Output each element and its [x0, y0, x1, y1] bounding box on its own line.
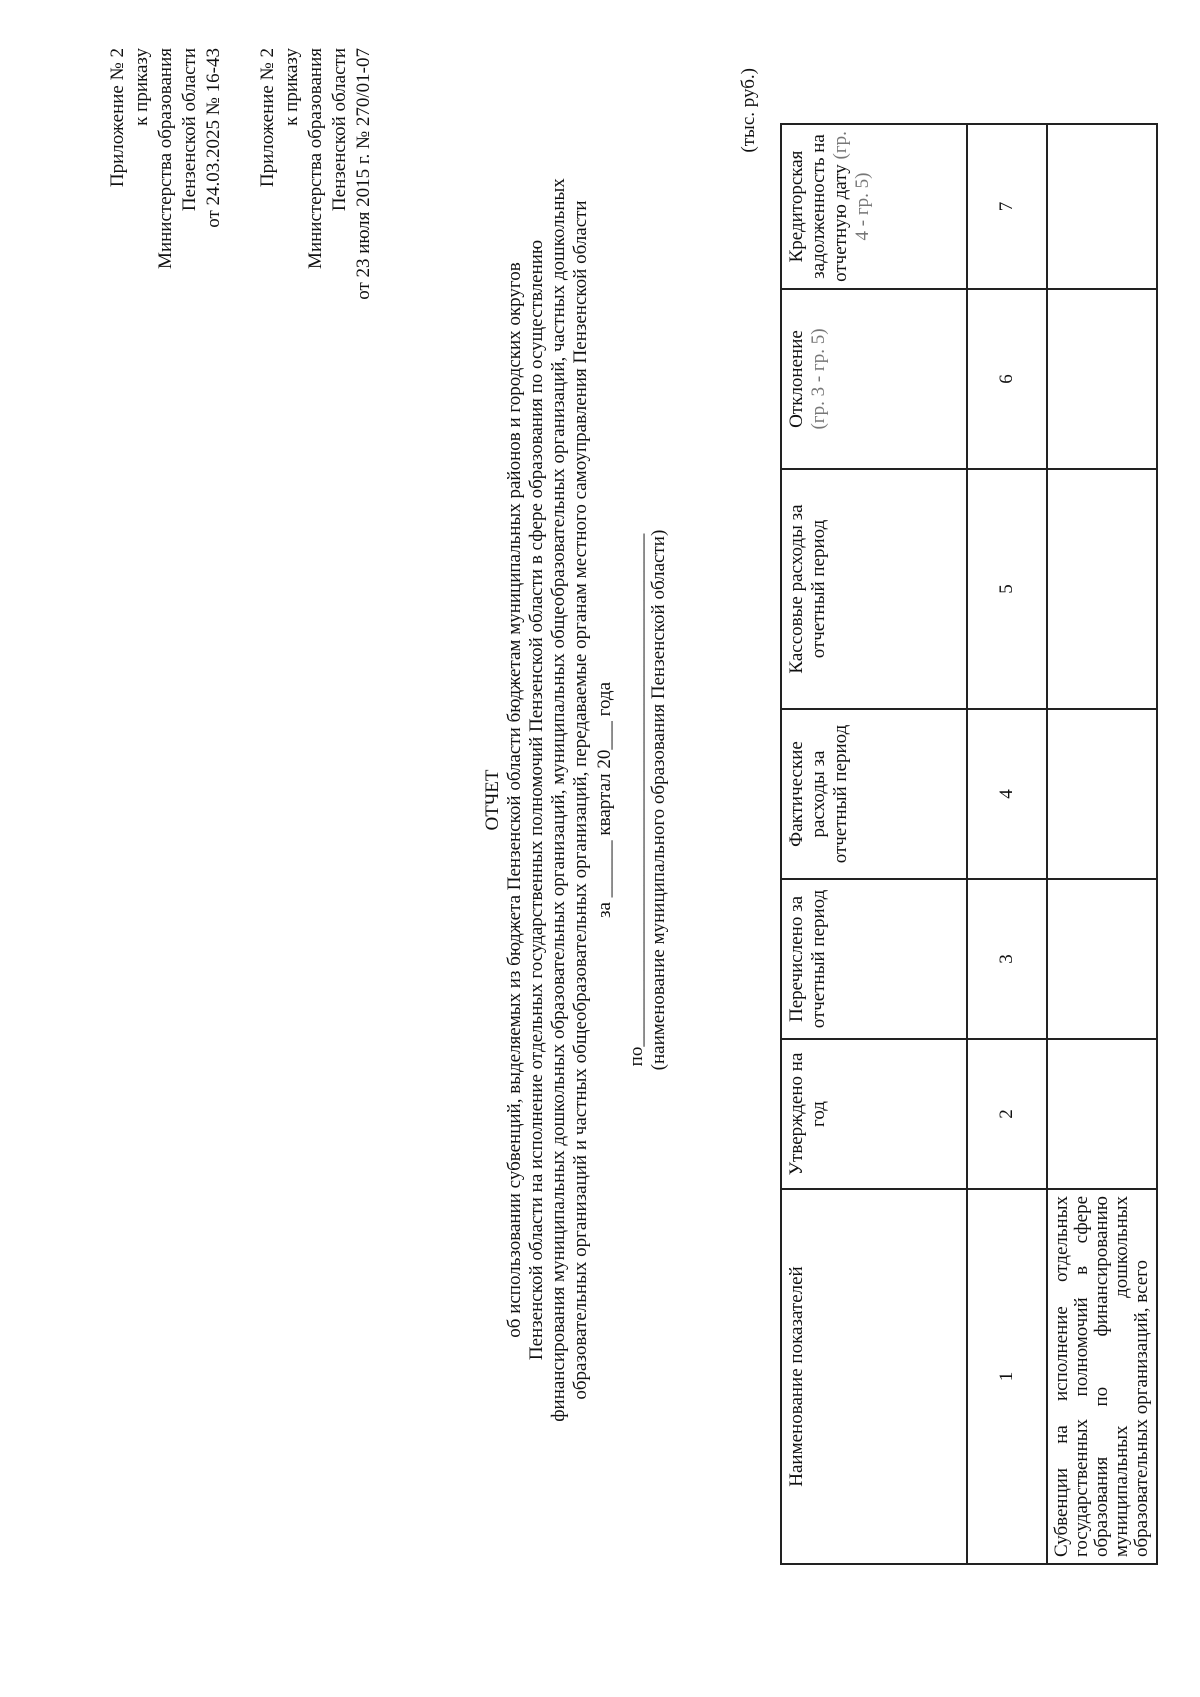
table-header-cell: Кассовые расходы за отчетный период — [781, 469, 967, 709]
report-title-line: об использовании субвенций, выделяемых из бюджета Пензенской области бюджетам муниципальных районов и городских округов — [504, 262, 525, 1338]
approval-line: Приложение № 2 — [107, 48, 128, 188]
table-header-cell: Перечислено за отчетный период — [781, 879, 967, 1039]
column-number: 7 — [967, 124, 1047, 289]
value-cell — [1047, 709, 1157, 879]
approval-line: от 23 июля 2015 г. № 270/01-07 — [353, 48, 374, 300]
report-title-line: образовательных организаций и частных общеобразовательных организаций, передаваемые органам местного самоуправления Пензенской области — [570, 200, 591, 1400]
report-title-line: финансирования муниципальных дошкольных образовательных организаций, муниципальных общеобразовательных организаций, частных дошкольных — [548, 178, 569, 1422]
approval-line: от 24.03.2025 № 16-43 — [203, 48, 224, 228]
document-page — [80, 20, 1160, 1590]
approval-line: Пензенской области — [329, 48, 350, 212]
approval-stamp-current — [106, 48, 226, 269]
column-number: 1 — [967, 1189, 1047, 1564]
approval-line: к приказу — [131, 48, 152, 126]
column-number: 2 — [967, 1039, 1047, 1189]
approval-line: Министерства образования — [305, 48, 326, 269]
approval-line: Министерства образования — [155, 48, 176, 269]
value-cell — [1047, 289, 1157, 469]
report-heading: ОТЧЕТ — [482, 769, 503, 831]
table-header-cell: Фактические расходы за отчетный период — [781, 709, 967, 879]
value-cell — [1047, 124, 1157, 289]
value-cell — [1047, 879, 1157, 1039]
table-header-cell: Кредиторская задолженность на отчетную дату (гр. 4 - гр. 5) — [781, 124, 967, 289]
column-number: 5 — [967, 469, 1047, 709]
units-label: (тыс. руб.) — [738, 68, 759, 153]
approval-stamp-previous — [256, 48, 376, 300]
formula-hint: (гр. 4 - гр. 5) — [830, 131, 873, 241]
report-title-line: Пензенской области на исполнение отдельных государственных полномочий Пензенской области в сфере образования по осуществлению — [526, 239, 547, 1361]
table-header-cell: Утверждено на год — [781, 1039, 967, 1189]
approval-line: Приложение № 2 — [257, 48, 278, 188]
report-title-block — [482, 150, 670, 1450]
formula-hint: (гр. 3 - гр. 5) — [808, 328, 829, 430]
table-header-cell: Отклонение (гр. 3 - гр. 5) — [781, 289, 967, 469]
table-header-row — [781, 124, 967, 1564]
indicator-name-cell: Субвенции на исполнение отдельных государственных полномочий в сфере образования по финансированию муниципальных дошкольных образовательных организаций, всего — [1047, 1189, 1157, 1564]
value-cell — [1047, 1039, 1157, 1189]
report-table — [780, 123, 1158, 1565]
column-number: 6 — [967, 289, 1047, 469]
approval-line: Пензенской области — [179, 48, 200, 212]
table-column-number-row — [967, 124, 1047, 1564]
column-number: 4 — [967, 709, 1047, 879]
table-row — [1047, 124, 1157, 1564]
municipality-line: по______________________________________________________ — [626, 533, 647, 1067]
report-period-line: за ______ квартал 20___ года — [594, 681, 615, 919]
column-number: 3 — [967, 879, 1047, 1039]
value-cell — [1047, 469, 1157, 709]
table-header-cell: Наименование показателей — [781, 1189, 967, 1564]
approval-line: к приказу — [281, 48, 302, 126]
municipality-caption: (наименование муниципального образования Пензенской области) — [648, 529, 669, 1071]
